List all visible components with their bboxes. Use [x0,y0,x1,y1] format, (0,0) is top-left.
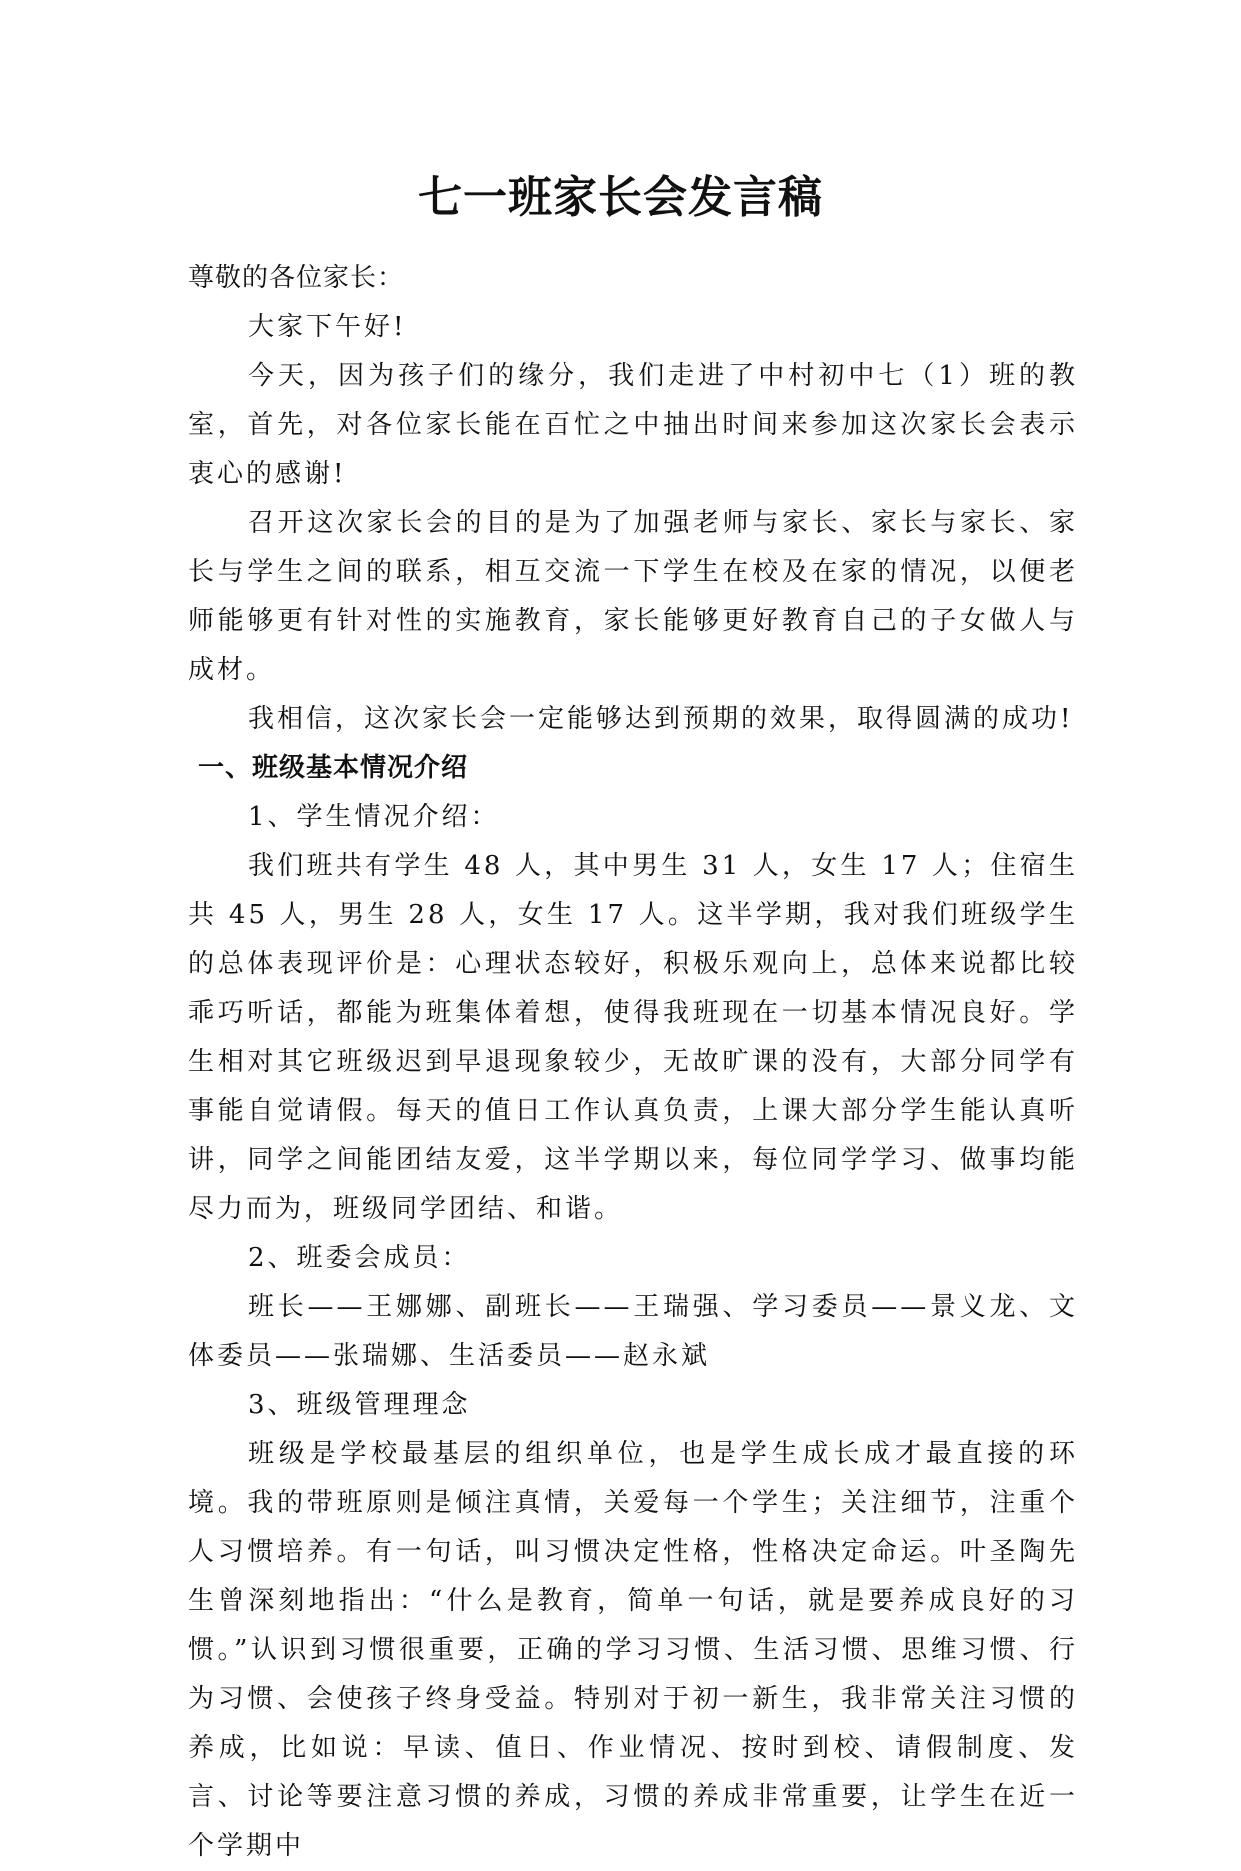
subsection-heading: 2、班委会成员： [248,1243,471,1273]
purpose-paragraph: 召开这次家长会的目的是为了加强老师与家长、家长与家长、家长与学生之间的联系，相互交流一下学生在校及在家的情况，以便老师能够更有针对性的实施教育，家长能够更好教育自己的子女做人与成材。 [188,508,1078,685]
document-body [188,254,1078,1871]
subsection-heading: 1、学生情况介绍： [248,802,500,832]
belief-paragraph: 我相信，这次家长会一定能够达到预期的效果，取得圆满的成功! [248,704,1074,734]
section-heading: 一、班级基本情况介绍 [198,753,469,783]
committee-paragraph: 班长——王娜娜、副班长——王瑞强、学习委员——景义龙、文体委员——张瑞娜、生活委员——赵永斌 [188,1292,1078,1371]
document-title: 七一班家长会发言稿 [418,172,823,223]
subsection-heading: 3、班级管理理念 [248,1390,471,1420]
intro-paragraph: 今天，因为孩子们的缘分，我们走进了中村初中七（1）班的教室，首先，对各位家长能在百忙之中抽出时间来参加这次家长会表示衷心的感谢! [188,361,1078,489]
students-paragraph: 我们班共有学生 48 人，其中男生 31 人，女生 17 人；住宿生共 45 人，男生 28 人，女生 17 人。这半学期，我对我们班级学生的总体表现评价是：心理状态较好，积极乐观向上，总体来说都比较乖巧听话，都能为班集体着想，使得我班现在一切基本情况良好。学生相对其它班级迟到早退现象较少，无故旷课的没有，大部分同学有事能自觉请假。每天的值日工作认真负责，上课大部分学生能认真听讲，同学之间能团结友爱，这半学期以来，每位同学学习、做事均能尽力而为，班级同学团结、和谐。 [188,851,1078,1224]
greeting: 大家下午好! [248,312,407,342]
salutation: 尊敬的各位家长： [188,263,405,293]
philosophy-paragraph: 班级是学校最基层的组织单位，也是学生成长成才最直接的环境。我的带班原则是倾注真情，关爱每一个学生；关注细节，注重个人习惯培养。有一句话，叫习惯决定性格，性格决定命运。叶圣陶先生曾深刻地指出：“什么是教育，简单一句话，就是要养成良好的习惯。”认识到习惯很重要，正确的学习习惯、生活习惯、思维习惯、行为习惯、会使孩子终身受益。特别对于初一新生，我非常关注习惯的养成，比如说：早读、值日、作业情况、按时到校、请假制度、发言、讨论等要注意习惯的养成，习惯的养成非常重要，让学生在近一个学期中 [188,1439,1078,1861]
